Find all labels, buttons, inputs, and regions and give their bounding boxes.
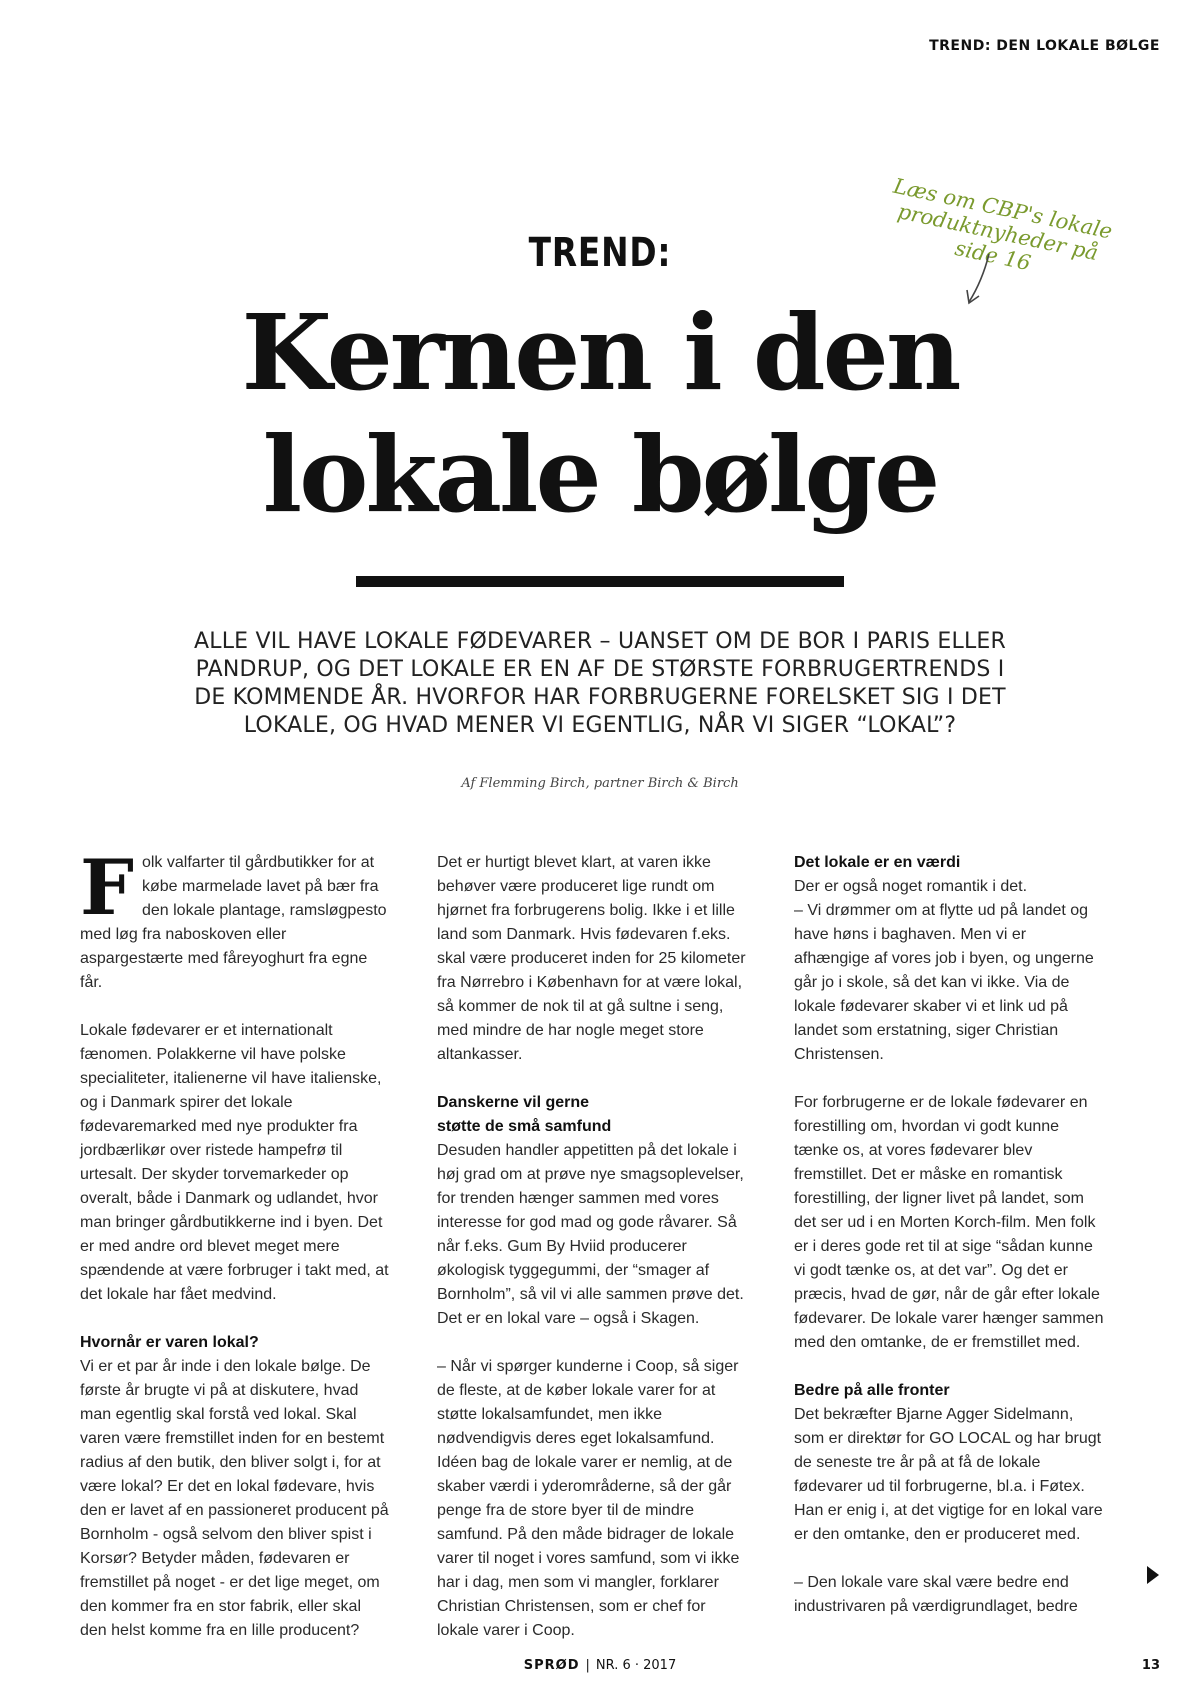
lead-line: ALLE VIL HAVE LOKALE FØDEVARER – UANSET OM DE BOR I PARIS ELLER bbox=[193, 629, 1007, 654]
issue-number: NR. 6 · 2017 bbox=[595, 1658, 677, 1673]
headline-line: Kernen i den bbox=[241, 291, 959, 414]
body-column-3 bbox=[794, 851, 1104, 1643]
drop-cap: F bbox=[80, 843, 134, 932]
byline: Af Flemming Birch, partner Birch & Birch bbox=[461, 776, 739, 791]
paragraph: Der er også noget romantik i det. bbox=[794, 878, 1028, 895]
paragraph: Vi er et par år inde i den lokale bølge. De første år brugte vi på at diskutere, hvad man egentlig skal forstå ved lokal. Skal varen være fremstillet inden for en bestemt radius af den butik, den bliver solgt i, for at være lokal? Er det en lokal fødevare, hvis den er lavet af en passioneret producent på Bornholm - også selvom den bliver spist i Korsør? Betyder måden, fødevaren er fremstillet på noget - er det lige meget, om den kommer fra en stor fabrik, eller skal den helst komme fra en lille producent? bbox=[80, 1358, 389, 1639]
paragraph: Det bekræfter Bjarne Agger Sidelmann, som er direktør for GO LOCAL og har brugt de seneste tre år på at få de lokale fødevarer ud til forbrugerne, bl.a. i Føtex. Han er enig i, at det vigtige for en lokal vare er den omtanke, den er produceret med. bbox=[794, 1406, 1103, 1543]
subheading: Hvornår er varen lokal? bbox=[80, 1334, 259, 1351]
page-footer bbox=[0, 1658, 1200, 1673]
headline-line: lokale bølge bbox=[262, 413, 938, 536]
subheading: Bedre på alle fronter bbox=[794, 1382, 950, 1399]
lead-line: DE KOMMENDE ÅR. HVORFOR HAR FORBRUGERNE FORELSKET SIG I DET bbox=[194, 685, 1006, 710]
paragraph: Folk valfarter til gårdbutikker for at købe marmelade lavet på bær fra den lokale plantage, ramsløgpesto med løg fra naboskoven eller aspargestærte med fåreyoghurt fra egne får. bbox=[80, 843, 387, 991]
body-column-2 bbox=[437, 851, 747, 1667]
paragraph: Desuden handler appetitten på det lokale i høj grad om at prøve nye smagsoplevelser, for trenden hænger sammen med vores interesse for god mad og gode råvarer. Så når f.eks. Gum By Hviid producerer økologisk tyggegummi, der “smager af Bornholm”, så vil vi alle sammen prøve det. Det er en lokal vare – også i Skagen. bbox=[437, 1142, 744, 1327]
article-lead bbox=[150, 628, 1050, 740]
side-note: Læs om CBP's lokale produktnyheder på side 16 bbox=[891, 173, 1115, 276]
footer-separator: | bbox=[585, 1658, 590, 1673]
body-column-1 bbox=[80, 843, 390, 1667]
paragraph: Det er hurtigt blevet klart, at varen ikke behøver være produceret lige rundt om hjørnet fra forbrugerens bolig. Ikke i et lille land som Danmark. Hvis fødevaren f.eks. skal være produceret inden for 25 kilometer fra Nørrebro i København for at være lokal, så kommer de nok til at gå sultne i seng, med mindre de har nogle meget store altankasser. bbox=[437, 854, 746, 1063]
article-headline bbox=[0, 292, 1200, 536]
paragraph: For forbrugerne er de lokale fødevarer en forestilling om, hvordan vi godt kunne tænke os, at vores fødevarer blev fremstillet. Det er måske en romantisk forestilling, der ligner livet på landet, som det ser ud i en Morten Korch-film. Men folk er i deres gode ret til at sige “sådan kunne vi godt tænke os, at det var”. Og det er præcis, hvad de gør, når de går efter lokale fødevarer. De lokale varer hænger sammen med den omtanke, de er fremstillet med. bbox=[794, 1094, 1104, 1351]
paragraph: Lokale fødevarer er et internationalt fænomen. Polakkerne vil have polske specialiteter, italienerne vil have italienske, og i Danmark spirer det lokale fødevaremarked med nye produkter fra jordbærlikør over ristede hampefrø til urtesalt. Der skyder torvemarkeder op overalt, både i Danmark og udlandet, hvor man bringer gårdbutikkerne ind i byen. Det er med andre ord blevet meget mere spændende at være forbruger i takt med, at det lokale har fået medvind. bbox=[80, 1022, 389, 1303]
paragraph: – Når vi spørger kunderne i Coop, så siger de fleste, at de køber lokale varer for at støtte lokalsamfundet, men ikke nødvendigvis deres eget lokalsamfund. Idéen bag de lokale varer er nemlig, at de skaber værdi i yderområderne, så der går penge fra de store byer til de mindre samfund. På den måde bidrager de lokale varer til noget i vores samfund, som vi ikke har i dag, men som vi mangler, forklarer Christian Christensen, som er chef for lokale varer i Coop. bbox=[437, 1358, 740, 1639]
article-kicker: TREND: bbox=[528, 230, 672, 276]
lead-line: LOKALE, OG HVAD MENER VI EGENTLIG, NÅR VI SIGER “LOKAL”? bbox=[243, 713, 957, 738]
continue-triangle-icon bbox=[1146, 1565, 1160, 1585]
subheading: Det lokale er en værdi bbox=[794, 854, 961, 871]
paragraph: – Den lokale vare skal være bedre end industrivaren på værdigrundlaget, bedre bbox=[794, 1574, 1078, 1615]
headline-divider bbox=[356, 576, 844, 587]
page-number: 13 bbox=[1141, 1658, 1160, 1673]
lead-line: PANDRUP, OG DET LOKALE ER EN AF DE STØRSTE FORBRUGERTRENDS I bbox=[195, 657, 1005, 682]
magazine-name: SPRØD bbox=[523, 1658, 580, 1673]
paragraph: – Vi drømmer om at flytte ud på landet og have høns i baghaven. Men vi er afhængige af vores job i byen, og ungerne går jo i skole, så det kan vi ikke. Via de lokale fødevarer skaber vi et link ud på landet som erstatning, siger Christian Christensen. bbox=[794, 902, 1094, 1063]
running-head: TREND: DEN LOKALE BØLGE bbox=[929, 38, 1160, 54]
subheading: Danskerne vil gerne støtte de små samfund bbox=[437, 1094, 612, 1135]
